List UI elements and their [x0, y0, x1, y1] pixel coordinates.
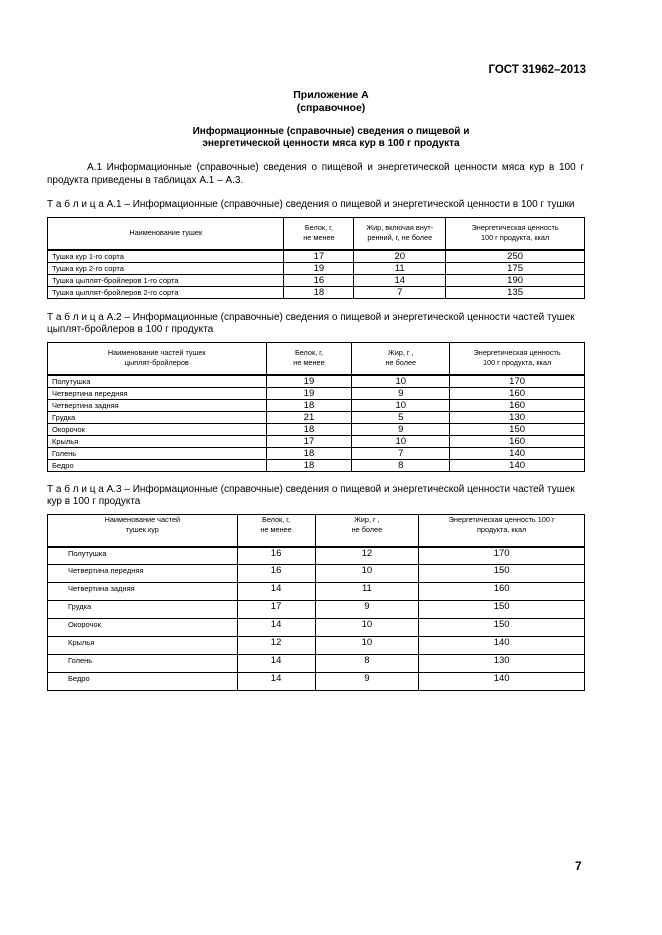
- table1-value-cell: 11: [354, 262, 446, 274]
- table2-value-cell: 10: [352, 399, 450, 411]
- table2-value-cell: 160: [450, 435, 585, 447]
- table1-row: [48, 274, 585, 286]
- intro-paragraph: А.1 Информационные (справочные) сведения о пищевой и энергетической ценности мяса кур в 100 г продукта приведены в таблицах А.1 – А.3.: [47, 162, 584, 186]
- table2-header-row: [48, 343, 585, 375]
- table3-value-cell: 10: [315, 565, 419, 583]
- table2-name-cell: Четвертина передняя: [48, 387, 267, 399]
- table3-name-cell: Голень: [48, 655, 238, 673]
- table3-value-cell: 140: [419, 637, 585, 655]
- table1-caption-prefix: Т а б л и ц а: [47, 199, 104, 210]
- standard-number: ГОСТ 31962–2013: [488, 64, 586, 76]
- table2-value-cell: 9: [352, 423, 450, 435]
- table3-name-cell: Четвертина передняя: [48, 565, 238, 583]
- table2-row: [48, 435, 585, 447]
- table3-value-cell: 10: [315, 619, 419, 637]
- table2-value-cell: 160: [450, 399, 585, 411]
- table1-header-cell: Энергетическая ценность 100 г продукта, ккал: [446, 218, 585, 250]
- table2-name-cell: Окорочок: [48, 423, 267, 435]
- table3-value-cell: 8: [315, 655, 419, 673]
- table1-caption-text: А.1 – Информационные (справочные) сведения о пищевой и энергетической ценности в 100 г тушки: [106, 199, 575, 210]
- table2-value-cell: 170: [450, 375, 585, 388]
- table1-name-cell: Тушка кур 2-го сорта: [48, 262, 284, 274]
- table1-header-cell: Наименование тушек: [48, 218, 284, 250]
- table2-name-cell: Полутушка: [48, 375, 267, 388]
- table2-header-cell: Энергетическая ценность 100 г продукта, ккал: [450, 343, 585, 375]
- table3-header-row: [48, 515, 585, 547]
- table3-name-cell: Бедро: [48, 673, 238, 691]
- table3-row: [48, 637, 585, 655]
- table1-value-cell: 16: [284, 274, 354, 286]
- table2-row: [48, 375, 585, 388]
- table3-header-cell: Наименование частей тушек кур: [48, 515, 238, 547]
- table2-name-cell: Бедро: [48, 459, 267, 471]
- table2-value-cell: 10: [352, 375, 450, 388]
- table1-row: [48, 286, 585, 298]
- table1-caption: [47, 199, 587, 211]
- table2-name-cell: Четвертина задняя: [48, 399, 267, 411]
- table1-value-cell: 175: [446, 262, 585, 274]
- table3-name-cell: Окорочок: [48, 619, 238, 637]
- table3-value-cell: 150: [419, 619, 585, 637]
- table3-value-cell: 11: [315, 583, 419, 601]
- table3-value-cell: 160: [419, 583, 585, 601]
- table3-value-cell: 14: [237, 673, 315, 691]
- table1-value-cell: 14: [354, 274, 446, 286]
- table2-caption-prefix: Т а б л и ц а: [47, 312, 104, 323]
- table3-value-cell: 14: [237, 655, 315, 673]
- table3-row: [48, 547, 585, 565]
- table3-value-cell: 170: [419, 547, 585, 565]
- table3-value-cell: 12: [315, 547, 419, 565]
- table2-header-cell: Белок, г, не менее: [266, 343, 352, 375]
- table2-value-cell: 18: [266, 447, 352, 459]
- table3-name-cell: Четвертина задняя: [48, 583, 238, 601]
- table3-name-cell: Полутушка: [48, 547, 238, 565]
- appendix-title-block: [0, 89, 662, 115]
- table2-value-cell: 18: [266, 399, 352, 411]
- table2-row: [48, 387, 585, 399]
- table3-row: [48, 619, 585, 637]
- table2-value-cell: 7: [352, 447, 450, 459]
- table1-value-cell: 7: [354, 286, 446, 298]
- table2-header-cell: Наименование частей тушек цыплят-бройлеров: [48, 343, 267, 375]
- table2-value-cell: 9: [352, 387, 450, 399]
- table1-value-cell: 19: [284, 262, 354, 274]
- table3-value-cell: 17: [237, 601, 315, 619]
- table1-value-cell: 190: [446, 274, 585, 286]
- table3-value-cell: 14: [237, 619, 315, 637]
- table1-row: [48, 250, 585, 263]
- table2-value-cell: 19: [266, 375, 352, 388]
- table2-row: [48, 399, 585, 411]
- table2-value-cell: 10: [352, 435, 450, 447]
- table1: [47, 217, 585, 299]
- table3-row: [48, 565, 585, 583]
- table1-header-cell: Жир, включая внут- ренний, г, не более: [354, 218, 446, 250]
- table1-value-cell: 18: [284, 286, 354, 298]
- table1-header-row: [48, 218, 585, 250]
- table2-name-cell: Крылья: [48, 435, 267, 447]
- table2-value-cell: 160: [450, 387, 585, 399]
- table2-header-cell: Жир, г , не более: [352, 343, 450, 375]
- table3-caption-prefix: Т а б л и ц а: [47, 484, 104, 495]
- table2-value-cell: 140: [450, 459, 585, 471]
- table1-name-cell: Тушка цыплят-бройлеров 1-го сорта: [48, 274, 284, 286]
- table2-name-cell: Грудка: [48, 411, 267, 423]
- table3-value-cell: 130: [419, 655, 585, 673]
- table2-value-cell: 130: [450, 411, 585, 423]
- appendix-heading: [0, 126, 662, 150]
- table1-header-cell: Белок, г, не менее: [284, 218, 354, 250]
- table3-header-cell: Энергетическая ценность 100 г продукта, ккал: [419, 515, 585, 547]
- table3-value-cell: 14: [237, 583, 315, 601]
- table1-name-cell: Тушка кур 1-го сорта: [48, 250, 284, 263]
- table2-value-cell: 8: [352, 459, 450, 471]
- table3-value-cell: 16: [237, 565, 315, 583]
- table3-name-cell: Грудка: [48, 601, 238, 619]
- table3-value-cell: 9: [315, 601, 419, 619]
- table2-row: [48, 447, 585, 459]
- table3-value-cell: 16: [237, 547, 315, 565]
- table1-value-cell: 135: [446, 286, 585, 298]
- table2: [47, 342, 585, 472]
- table3-row: [48, 673, 585, 691]
- table3-value-cell: 10: [315, 637, 419, 655]
- table2-value-cell: 18: [266, 459, 352, 471]
- table3-value-cell: 140: [419, 673, 585, 691]
- table2-row: [48, 423, 585, 435]
- table3-caption-text: А.3 – Информационные (справочные) сведения о пищевой и энергетической ценности частей тушек кур в 100 г продукта: [47, 484, 575, 507]
- table3-row: [48, 655, 585, 673]
- table3: [47, 514, 585, 691]
- page-number: 7: [575, 859, 582, 873]
- table3-row: [48, 583, 585, 601]
- appendix-heading-line1: Информационные (справочные) сведения о пищевой и: [192, 126, 470, 137]
- table3-header-cell: Белок, г, не менее: [237, 515, 315, 547]
- table1-value-cell: 250: [446, 250, 585, 263]
- table2-value-cell: 150: [450, 423, 585, 435]
- table3-value-cell: 150: [419, 601, 585, 619]
- table2-name-cell: Голень: [48, 447, 267, 459]
- appendix-heading-line2: энергетической ценности мяса кур в 100 г продукта: [202, 138, 460, 149]
- table2-row: [48, 411, 585, 423]
- table2-caption-text: А.2 – Информационные (справочные) сведения о пищевой и энергетической ценности частей тушек цыплят-бройлеров в 100 г продукта: [47, 312, 575, 335]
- table1-value-cell: 17: [284, 250, 354, 263]
- table2-value-cell: 5: [352, 411, 450, 423]
- table2-row: [48, 459, 585, 471]
- table3-header-cell: Жир, г , не более: [315, 515, 419, 547]
- table3-value-cell: 12: [237, 637, 315, 655]
- table1-value-cell: 20: [354, 250, 446, 263]
- table1-row: [48, 262, 585, 274]
- table2-caption: [47, 312, 587, 336]
- table2-value-cell: 17: [266, 435, 352, 447]
- table2-value-cell: 140: [450, 447, 585, 459]
- table3-name-cell: Крылья: [48, 637, 238, 655]
- appendix-subtitle: (справочное): [296, 102, 366, 114]
- table2-value-cell: 18: [266, 423, 352, 435]
- table2-value-cell: 19: [266, 387, 352, 399]
- table1-name-cell: Тушка цыплят-бройлеров 2-го сорта: [48, 286, 284, 298]
- table3-value-cell: 9: [315, 673, 419, 691]
- table2-value-cell: 21: [266, 411, 352, 423]
- table3-row: [48, 601, 585, 619]
- table3-value-cell: 150: [419, 565, 585, 583]
- table3-caption: [47, 484, 587, 508]
- appendix-title: Приложение А: [293, 89, 369, 101]
